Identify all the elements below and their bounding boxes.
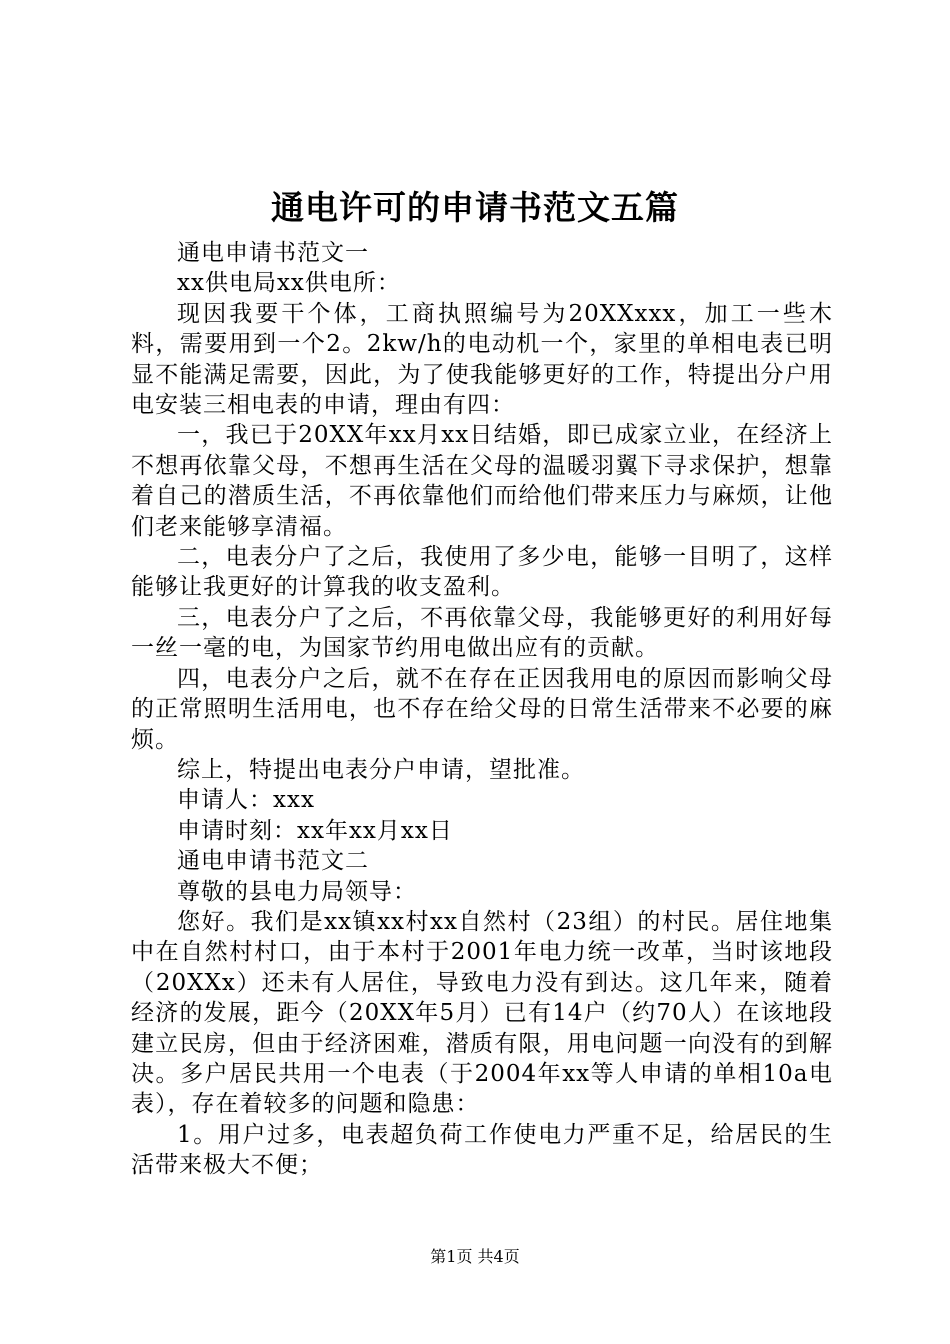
paragraph: 三，电表分户了之后，不再依靠父母，我能够更好的利用好每一丝一毫的电，为国家节约用电做出应有的贡献。: [131, 604, 833, 662]
paragraph: 您好。我们是xx镇xx村xx自然村（23组）的村民。居住地集中在自然村村口，由于本村于2001年电力统一改革，当时该地段（20XXx）还未有人居住，导致电力没有到达。这几年来，随着经济的发展，距今（20XX年5月）已有14户（约70人）在该地段建立民房，但由于经济困难，潜质有限，用电问题一向没有的到解决。多户居民共用一个电表（于2004年xx等人申请的单相10a电表），存在着较多的问题和隐患：: [131, 908, 833, 1118]
paragraph: 1。用户过多，电表超负荷工作使电力严重不足，给居民的生活带来极大不便；: [131, 1121, 833, 1179]
document-body: [131, 238, 833, 1181]
date-line: 申请时刻：xx年xx月xx日: [177, 817, 453, 844]
paragraph: 二，电表分户了之后，我使用了多少电，能够一目明了，这样能够让我更好的计算我的收支盈利。: [131, 544, 833, 601]
paragraph: 四，电表分户之后，就不在存在正因我用电的原因而影响父母的正常照明生活用电，也不存在给父母的日常生活带来不必要的麻烦。: [131, 665, 833, 753]
paragraph: 一，我已于20XX年xx月xx日结婚，即已成家立业，在经济上不想再依靠父母，不想再生活在父母的温暖羽翼下寻求保护，想靠着自己的潜质生活，不再依靠他们而给他们带来压力与麻烦，让他们老来能够享清福。: [131, 422, 833, 540]
salutation-1: xx供电局xx供电所：: [177, 270, 401, 297]
page-footer: 第1页 共4页: [430, 1247, 520, 1266]
applicant-line: 申请人：xxx: [177, 787, 315, 814]
paragraph: 综上，特提出电表分户申请，望批准。: [177, 756, 585, 783]
section-heading-2: 通电申请书范文二: [177, 848, 369, 875]
paragraph: 现因我要干个体，工商执照编号为20XXxxx，加工一些木料，需要用到一个2。2kw/h的电动机一个，家里的单相电表已明显不能满足需要，因此，为了使我能够更好的工作，特提出分户用电安装三相电表的申请，理由有四：: [131, 300, 833, 419]
salutation-2: 尊敬的县电力局领导：: [177, 878, 417, 905]
section-heading-1: 通电申请书范文一: [177, 240, 369, 266]
document-title: 通电许可的申请书范文五篇: [271, 188, 679, 227]
